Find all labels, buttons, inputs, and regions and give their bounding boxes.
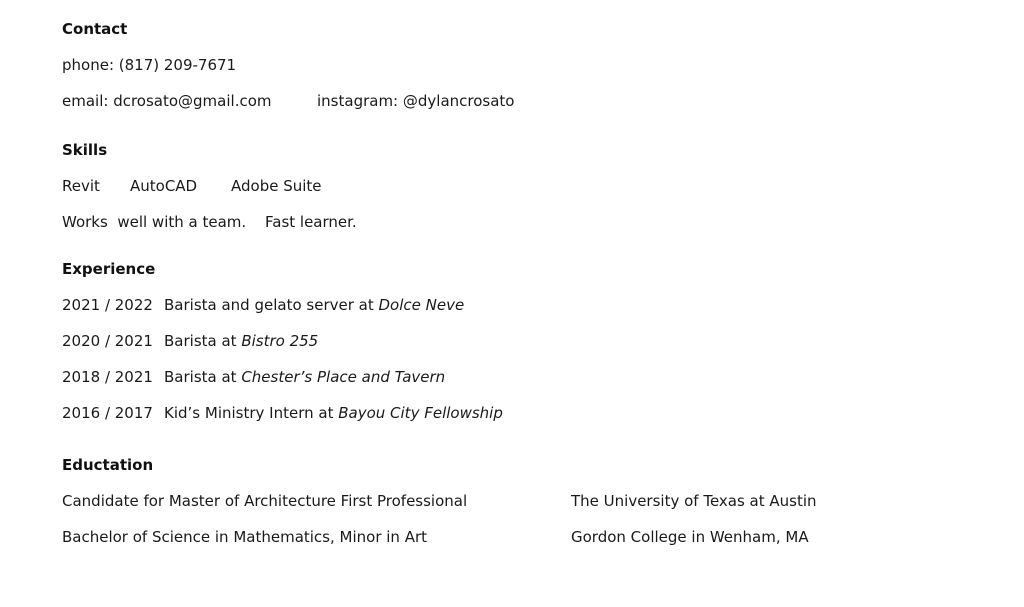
experience-years: 2018 / 2021 (62, 368, 153, 386)
experience-entry (164, 298, 464, 313)
skill-revit: Revit (62, 177, 100, 195)
experience-place: Bayou City Fellowship (338, 404, 503, 422)
education-degree: Bachelor of Science in Mathematics, Minor in Art (62, 528, 428, 546)
experience-entry (164, 406, 503, 421)
experience-entry (164, 370, 445, 385)
skill-adobe-suite: Adobe Suite (231, 177, 322, 195)
experience-years: 2020 / 2021 (62, 332, 153, 350)
skills-heading: Skills (62, 141, 108, 159)
experience-place: Chester’s Place and Tavern (241, 368, 446, 386)
experience-place: Bistro 255 (241, 332, 319, 350)
experience-years: 2021 / 2022 (62, 296, 153, 314)
contact-heading: Contact (62, 20, 128, 38)
experience-role: Barista at (164, 368, 242, 386)
experience-role: Kid’s Ministry Intern at (164, 404, 339, 422)
phone-text: phone: (817) 209-7671 (62, 56, 237, 74)
email-text: email: dcrosato@gmail.com (62, 92, 272, 110)
experience-years: 2016 / 2017 (62, 404, 153, 422)
experience-place: Dolce Neve (378, 296, 465, 314)
education-heading: Eductation (62, 456, 154, 474)
education-school: Gordon College in Wenham, MA (571, 528, 809, 546)
experience-role: Barista at (164, 332, 242, 350)
instagram-text: instagram: @dylancrosato (317, 92, 515, 110)
experience-entry (164, 334, 318, 349)
trait-fast-learner: Fast learner. (265, 213, 357, 231)
experience-role: Barista and gelato server at (164, 296, 379, 314)
trait-teamwork: Works well with a team. (62, 213, 247, 231)
experience-heading: Experience (62, 260, 156, 278)
education-school: The University of Texas at Austin (571, 492, 817, 510)
skill-autocad: AutoCAD (130, 177, 198, 195)
education-degree: Candidate for Master of Architecture First Professional (62, 492, 468, 510)
